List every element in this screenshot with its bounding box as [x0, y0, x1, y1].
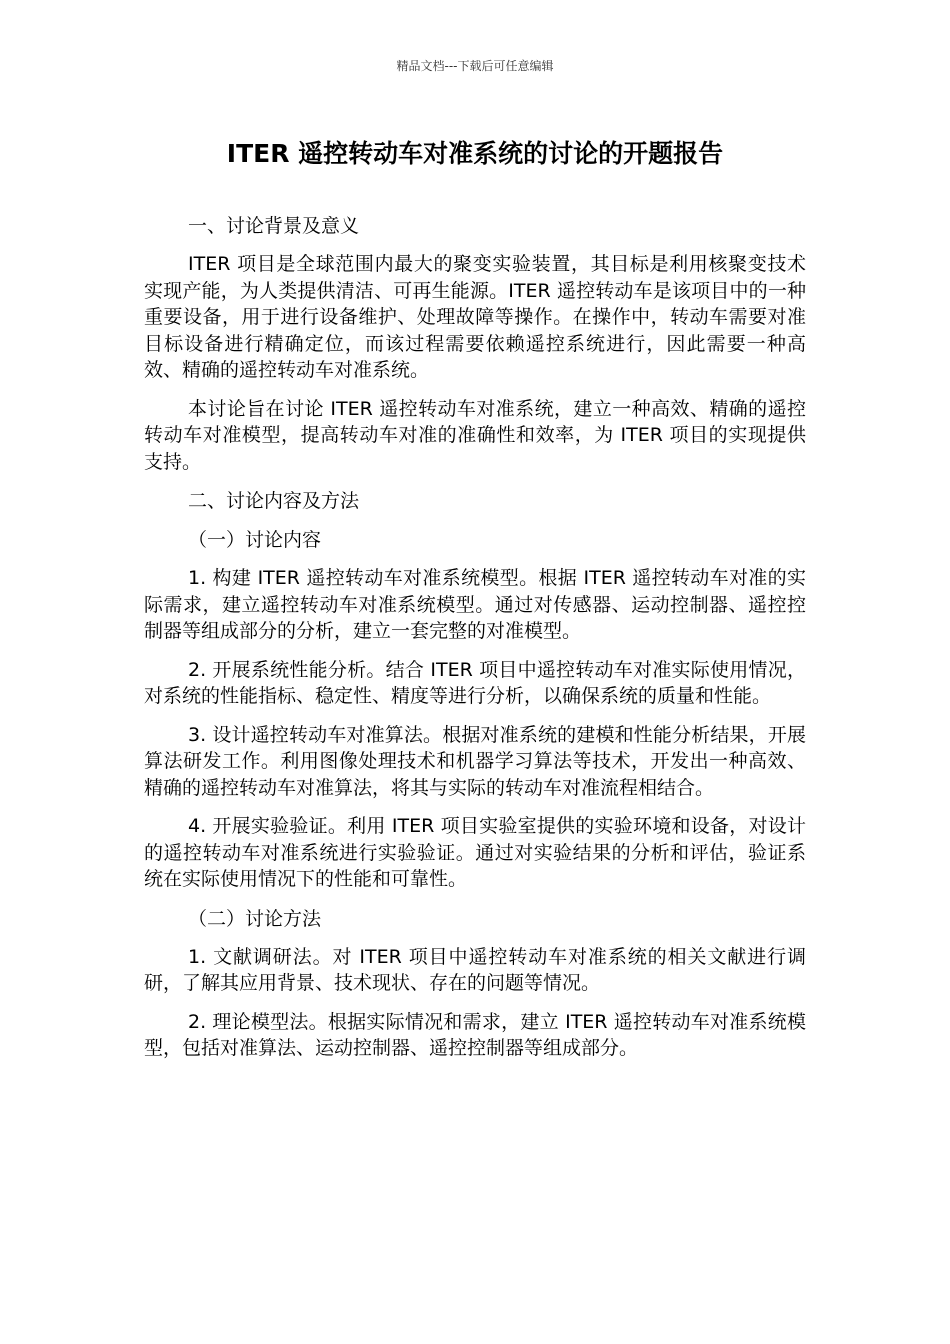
- content-item: 4. 开展实验验证。利用 ITER 项目实验室提供的实验环境和设备，对设计的遥控转动车对准系统进行实验验证。通过对实验结果的分析和评估，验证系统在实际使用情况下的性能和可靠性。: [144, 815, 806, 890]
- document-body: [144, 212, 806, 1074]
- subheading-content: （一）讨论内容: [188, 529, 322, 551]
- subheading-methods: （二）讨论方法: [188, 907, 322, 930]
- header-note: 精品文档---下载后可任意编辑: [396, 59, 554, 73]
- content-item: 2. 开展系统性能分析。结合 ITER 项目中遥控转动车对准实际使用情况，对系统的性能指标、稳定性、精度等进行分析，以确保系统的质量和性能。: [144, 658, 806, 707]
- paragraph-background: ITER 项目是全球范围内最大的聚变实验装置，其目标是利用核聚变技术实现产能，为人类提供清洁、可再生能源。ITER 遥控转动车是该项目中的一种重要设备，用于进行设备维护、处理故障等操作。在操作中，转动车需要对准目标设备进行精确定位，而该过程需要依赖遥控系统进行，因此需要一种高效、精确的遥控转动车对准系统。: [144, 253, 806, 381]
- section-heading-background: 一、讨论背景及意义: [188, 215, 360, 237]
- method-item: 1. 文献调研法。对 ITER 项目中遥控转动车对准系统的相关文献进行调研，了解其应用背景、技术现状、存在的问题等情况。: [144, 945, 806, 994]
- section-heading-content-methods: 二、讨论内容及方法: [188, 490, 360, 512]
- document-title: ITER 遥控转动车对准系统的讨论的开题报告: [226, 139, 724, 168]
- content-item: 1. 构建 ITER 遥控转动车对准系统模型。根据 ITER 遥控转动车对准的实际需求，建立遥控转动车对准系统模型。通过对传感器、运动控制器、遥控控制器等组成部分的分析，建立一套完整的对准模型。: [144, 567, 806, 642]
- method-item: 2. 理论模型法。根据实际情况和需求，建立 ITER 遥控转动车对准系统模型，包括对准算法、运动控制器、遥控控制器等组成部分。: [144, 1010, 806, 1059]
- paragraph-purpose: 本讨论旨在讨论 ITER 遥控转动车对准系统，建立一种高效、精确的遥控转动车对准模型，提高转动车对准的准确性和效率，为 ITER 项目的实现提供支持。: [144, 397, 806, 473]
- content-item: 3. 设计遥控转动车对准算法。根据对准系统的建模和性能分析结果，开展算法研发工作。利用图像处理技术和机器学习算法等技术，开发出一种高效、精确的遥控转动车对准算法，将其与实际的转动车对准流程相结合。: [144, 723, 806, 799]
